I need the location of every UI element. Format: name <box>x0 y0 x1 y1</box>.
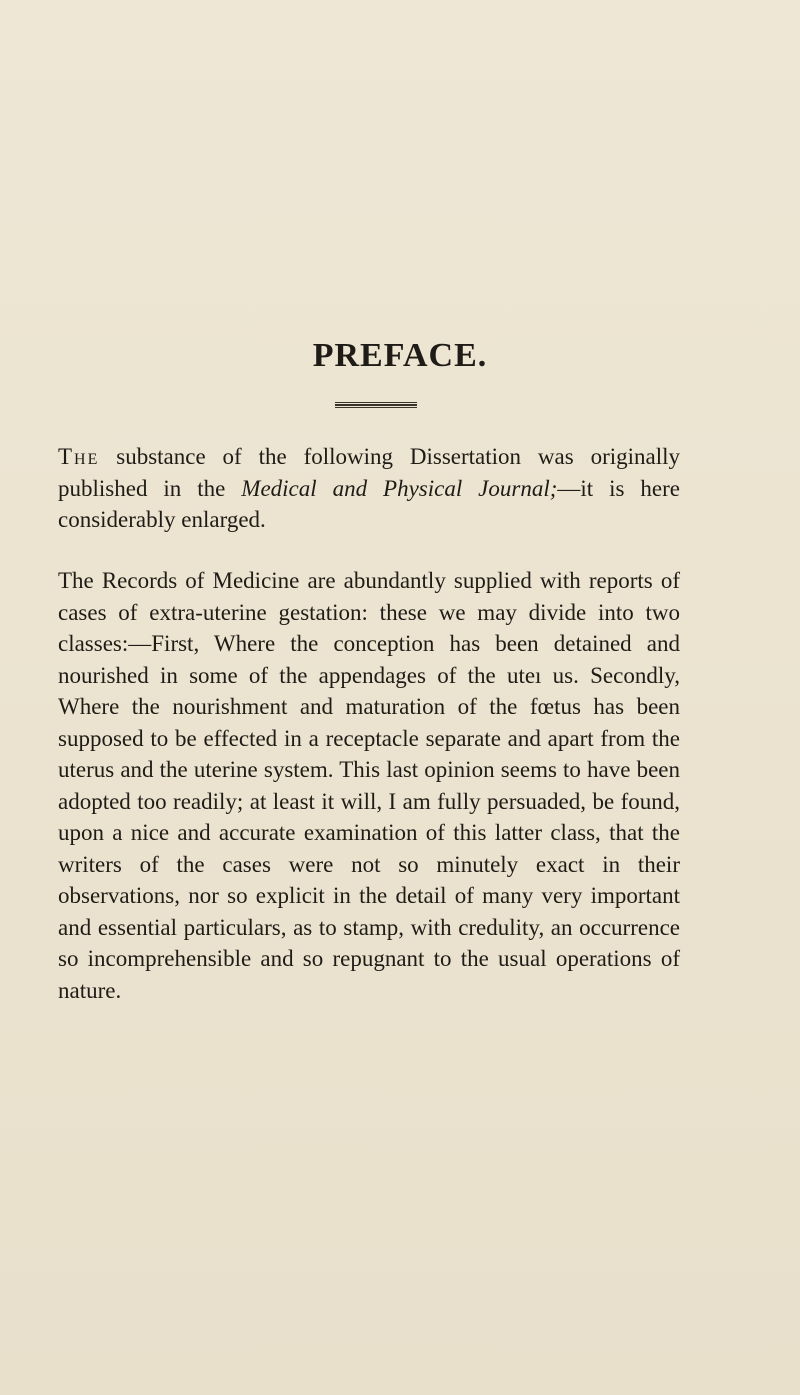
paragraph-1-lead-word: The <box>58 444 100 469</box>
paragraph-2: The Records of Medicine are abundantly supplied with reports of cases of extra-uterine gestation: these we may divide into two classes:—First, Where the conception has been detained and nourished in some of the appendages of the uteı us. Secondly, Where the nourishment and maturation of the fœtus has been supposed to be effected in a receptacle separate and apart from the uterus and the uterine system. This last opinion seems to have been adopted too readily; at least it will, I am fully persuaded, be found, upon a nice and accurate examination of this latter class, that the writers of the cases were not so minutely exact in their observations, nor so explicit in the detail of many very important and essential particulars, as to stamp, with credulity, an occurrence so incomprehensible and so repugnant to the usual operations of nature. <box>58 568 680 1003</box>
paragraph-1 <box>58 441 680 536</box>
journal-name: Medical and Physical Journal; <box>241 475 558 501</box>
title-rule-divider <box>335 402 417 408</box>
page-title: PREFACE. <box>312 337 488 374</box>
paragraph-1-text-a: substance of the following Dissertation was originally published in the <box>58 444 680 501</box>
paragraph-1-text-b: —it is here considerably enlarged. <box>58 475 681 532</box>
